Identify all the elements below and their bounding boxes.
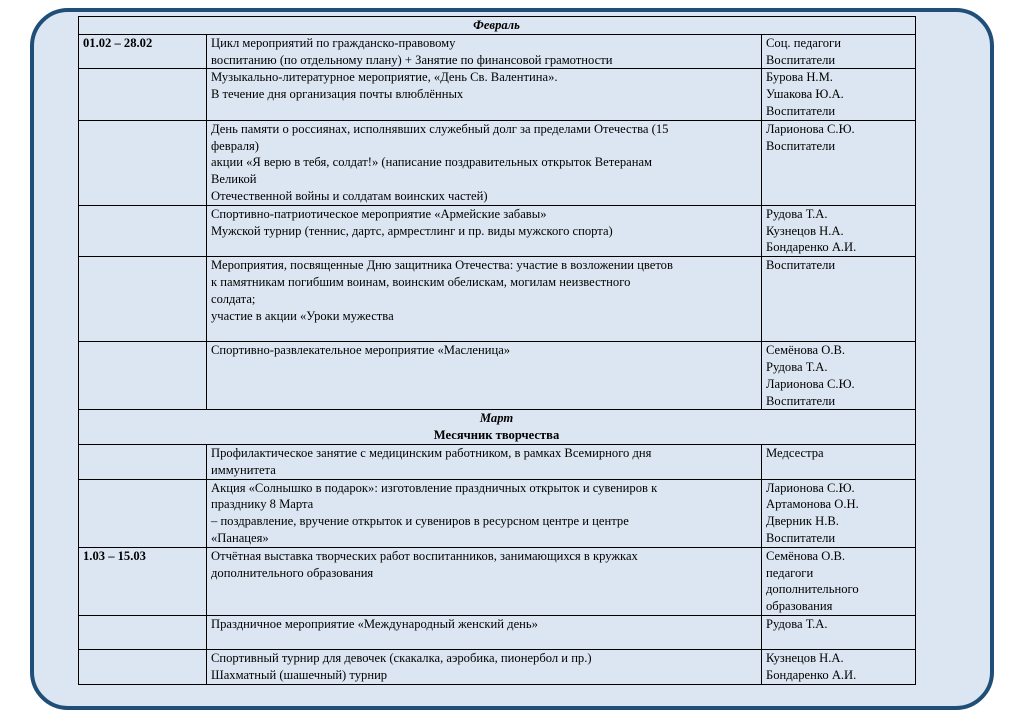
responsible-line: Ларионова С.Ю. [766,121,855,136]
event-cell [207,650,762,685]
month-title-february: Февраль [79,17,916,35]
event-line [211,324,756,341]
event-cell [207,547,762,615]
event-line: Отчётная выставка творческих работ воспитанников, занимающихся в кружках [211,548,638,563]
responsible-line: Артамонова О.Н. [766,497,859,512]
responsible-line: образования [766,599,833,614]
responsible-line: педагоги [766,565,814,580]
event-line: Великой [211,172,257,187]
responsible-cell [762,650,916,685]
responsible-cell [762,547,916,615]
table-row [79,650,916,685]
event-line: дополнительного образования [211,565,374,580]
table-row [79,547,916,615]
responsible-line: Бурова Н.М. [766,70,833,85]
responsible-cell [762,615,916,650]
responsible-cell [762,479,916,547]
responsible-line: Кузнецов Н.А. [766,651,844,666]
table-row [79,479,916,547]
responsible-line: Рудова Т.А. [766,359,828,374]
event-line: Мужской турнир (теннис, дартс, армрестлинг и пр. виды мужского спорта) [211,223,613,238]
event-line [211,633,756,650]
date-cell [79,479,207,547]
responsible-line: Воспитатели [766,138,836,153]
event-line: Праздничное мероприятие «Международный женский день» [211,616,538,631]
event-line: участие в акции «Уроки мужества [211,308,394,323]
responsible-cell [762,120,916,205]
date-cell [79,650,207,685]
event-line: «Панацея» [211,530,269,545]
responsible-cell [762,69,916,120]
event-cell [207,342,762,410]
responsible-line: Воспитатели [766,103,836,118]
table-row [79,120,916,205]
event-line: В течение дня организация почты влюблённых [211,87,464,102]
responsible-line: Ларионова С.Ю. [766,376,855,391]
event-line: Шахматный (шашечный) турнир [211,668,388,683]
month-header-march [79,410,916,445]
event-line: воспитанию (по отдельному плану) + Занятие по финансовой грамотности [211,52,613,67]
event-line: Отечественной войны и солдатам воинских частей) [211,188,488,203]
event-line: иммунитета [211,462,276,477]
responsible-line: Соц. педагоги [766,35,841,50]
event-line: Акция «Солнышко в подарок»: изготовление праздничных открыток и сувениров к [211,480,658,495]
date-cell [79,342,207,410]
march-subtitle: Месячник творчества [433,428,560,443]
event-line: Мероприятия, посвященные Дню защитника Отечества: участие в возложении цветов [211,258,673,273]
responsible-cell [762,257,916,342]
responsible-line: Ушакова Ю.А. [766,87,844,102]
table-row [79,205,916,256]
events-plan-table [78,16,916,685]
date-cell: 01.02 – 28.02 [79,34,207,69]
event-line: Спортивный турнир для девочек (скакалка, аэробика, пионербол и пр.) [211,651,592,666]
event-cell [207,205,762,256]
event-line: Спортивно-патриотическое мероприятие «Армейские забавы» [211,206,547,221]
date-cell [79,257,207,342]
event-line: Музыкально-литературное мероприятие, «День Св. Валентина». [211,70,558,85]
event-line: – поздравление, вручение открыток и сувениров в ресурсном центре и центре [211,514,629,529]
responsible-cell [762,444,916,479]
event-cell [207,444,762,479]
month-title-march [79,410,916,445]
responsible-line: Воспитатели [766,530,836,545]
responsible-line: Дверник Н.В. [766,514,839,529]
responsible-line: Семёнова О.В. [766,548,846,563]
event-cell [207,257,762,342]
event-line: День памяти о россиянах, исполнявших служебный долг за пределами Отечества (15 [211,121,669,136]
responsible-cell [762,342,916,410]
march-title: Март [479,411,514,426]
event-cell [207,69,762,120]
month-header-february [79,17,916,35]
responsible-line: Бондаренко А.И. [766,240,857,255]
responsible-line: Медсестра [766,445,824,460]
table-row [79,342,916,410]
table-row [79,69,916,120]
event-cell [207,120,762,205]
table-row [79,615,916,650]
event-line: Цикл мероприятий по гражданско-правовому [211,35,456,50]
table-row [79,34,916,69]
event-cell [207,479,762,547]
responsible-line: Семёнова О.В. [766,343,846,358]
responsible-line: Ларионова С.Ю. [766,480,855,495]
responsible-cell [762,34,916,69]
date-cell [79,444,207,479]
responsible-line: Кузнецов Н.А. [766,223,844,238]
event-line: к памятникам погибшим воинам, воинским обелискам, могилам неизвестного [211,274,631,289]
event-cell [207,615,762,650]
responsible-line: Рудова Т.А. [766,206,828,221]
table-row [79,257,916,342]
responsible-line: Рудова Т.А. [766,616,828,631]
event-line: солдата; [211,291,256,306]
date-cell [79,69,207,120]
table-row [79,444,916,479]
responsible-line: Воспитатели [766,258,836,273]
event-line: Спортивно-развлекательное мероприятие «Масленица» [211,343,511,358]
date-cell [79,615,207,650]
event-line: празднику 8 Марта [211,497,314,512]
date-cell: 1.03 – 15.03 [79,547,207,615]
event-cell [207,34,762,69]
responsible-line: Воспитатели [766,52,836,67]
event-line: Профилактическое занятие с медицинским работником, в рамках Всемирного дня [211,445,652,460]
date-cell [79,120,207,205]
responsible-line: дополнительного [766,582,859,597]
responsible-cell [762,205,916,256]
responsible-line: Бондаренко А.И. [766,668,857,683]
date-cell [79,205,207,256]
event-line: февраля) [211,138,259,153]
responsible-line: Воспитатели [766,393,836,408]
event-line: акции «Я верю в тебя, солдат!» (написание поздравительных открыток Ветеранам [211,155,653,170]
